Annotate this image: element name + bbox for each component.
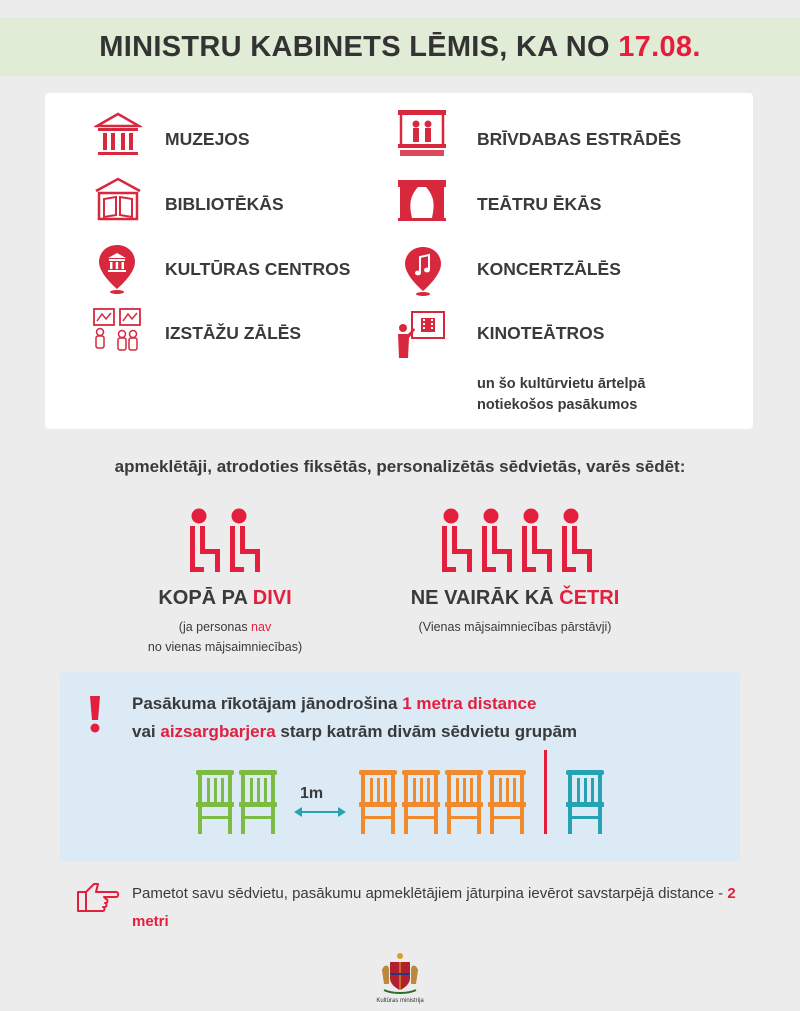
venue-label-open-air-stages: BRĪVDABAS ESTRĀDĒS bbox=[477, 129, 682, 149]
open-air-stage-icon bbox=[396, 108, 448, 158]
library-icon bbox=[94, 177, 142, 223]
two-persons-icon bbox=[186, 507, 266, 575]
chair-orange-2 bbox=[401, 768, 441, 834]
coat-of-arms-logo bbox=[378, 950, 422, 994]
outdoor-note: un šo kultūrvietu ārtelpā notiekošos pasākumos bbox=[477, 376, 646, 413]
chair-green-2 bbox=[238, 768, 278, 834]
four-persons-icon bbox=[438, 507, 598, 575]
venue-label-culture-centers: KULTŪRAS CENTROS bbox=[165, 259, 351, 279]
culture-center-icon bbox=[96, 243, 138, 295]
protective-barrier bbox=[544, 750, 547, 834]
tip-text: Pametot savu sēdvietu, pasākumu apmeklētājiem jāturpina ievērot savstarpējā distance - 2 metri bbox=[132, 885, 736, 930]
venue-label-concert-halls: KONCERTZĀLĒS bbox=[477, 259, 621, 279]
chair-green-1 bbox=[195, 768, 235, 834]
group-two-subtitle: (ja personas nav no vienas mājsaimniecības) bbox=[147, 620, 303, 654]
venue-label-cinemas: KINOTEĀTROS bbox=[477, 323, 605, 343]
museum-icon bbox=[94, 112, 142, 158]
exclamation-icon bbox=[88, 694, 102, 734]
venue-label-museums: MUZEJOS bbox=[165, 129, 250, 149]
group-four-title: NE VAIRĀK KĀ ČETRI bbox=[410, 587, 620, 609]
group-two-title: KOPĀ PA DIVI bbox=[158, 587, 292, 609]
cinema-icon bbox=[396, 308, 448, 360]
group-four-subtitle: (Vienas mājsaimniecības pārstāvji) bbox=[418, 620, 612, 634]
chair-orange-4 bbox=[487, 768, 527, 834]
chair-orange-1 bbox=[358, 768, 398, 834]
venue-label-exhibition-halls: IZSTĀŽU ZĀLĒS bbox=[165, 323, 302, 343]
venue-label-theatres: TEĀTRU ĒKĀS bbox=[477, 194, 602, 214]
chair-orange-3 bbox=[444, 768, 484, 834]
ministry-name: Kultūras ministrija bbox=[376, 998, 424, 1004]
exhibition-hall-icon bbox=[92, 305, 144, 355]
title-date: 17.08. bbox=[618, 31, 701, 63]
chair-teal bbox=[565, 768, 605, 834]
distance-label: 1m bbox=[300, 785, 324, 802]
theatre-icon bbox=[396, 178, 448, 222]
requirement-text: Pasākuma rīkotājam jānodrošina 1 metra distance vai aizsargbarjera starp katrām divām sēdvietu grupām bbox=[132, 694, 578, 741]
distance-arrow-icon bbox=[294, 806, 346, 818]
concert-hall-icon bbox=[402, 245, 444, 297]
seating-intro: apmeklētāji, atrodoties fiksētās, personalizētās sēdvietās, varēs sēdēt: bbox=[114, 457, 686, 476]
page-title: MINISTRU KABINETS LĒMIS, KA NO 17.08. bbox=[99, 31, 701, 63]
pointing-hand-icon bbox=[76, 880, 120, 914]
venue-label-libraries: BIBLIOTĒKĀS bbox=[165, 194, 284, 214]
